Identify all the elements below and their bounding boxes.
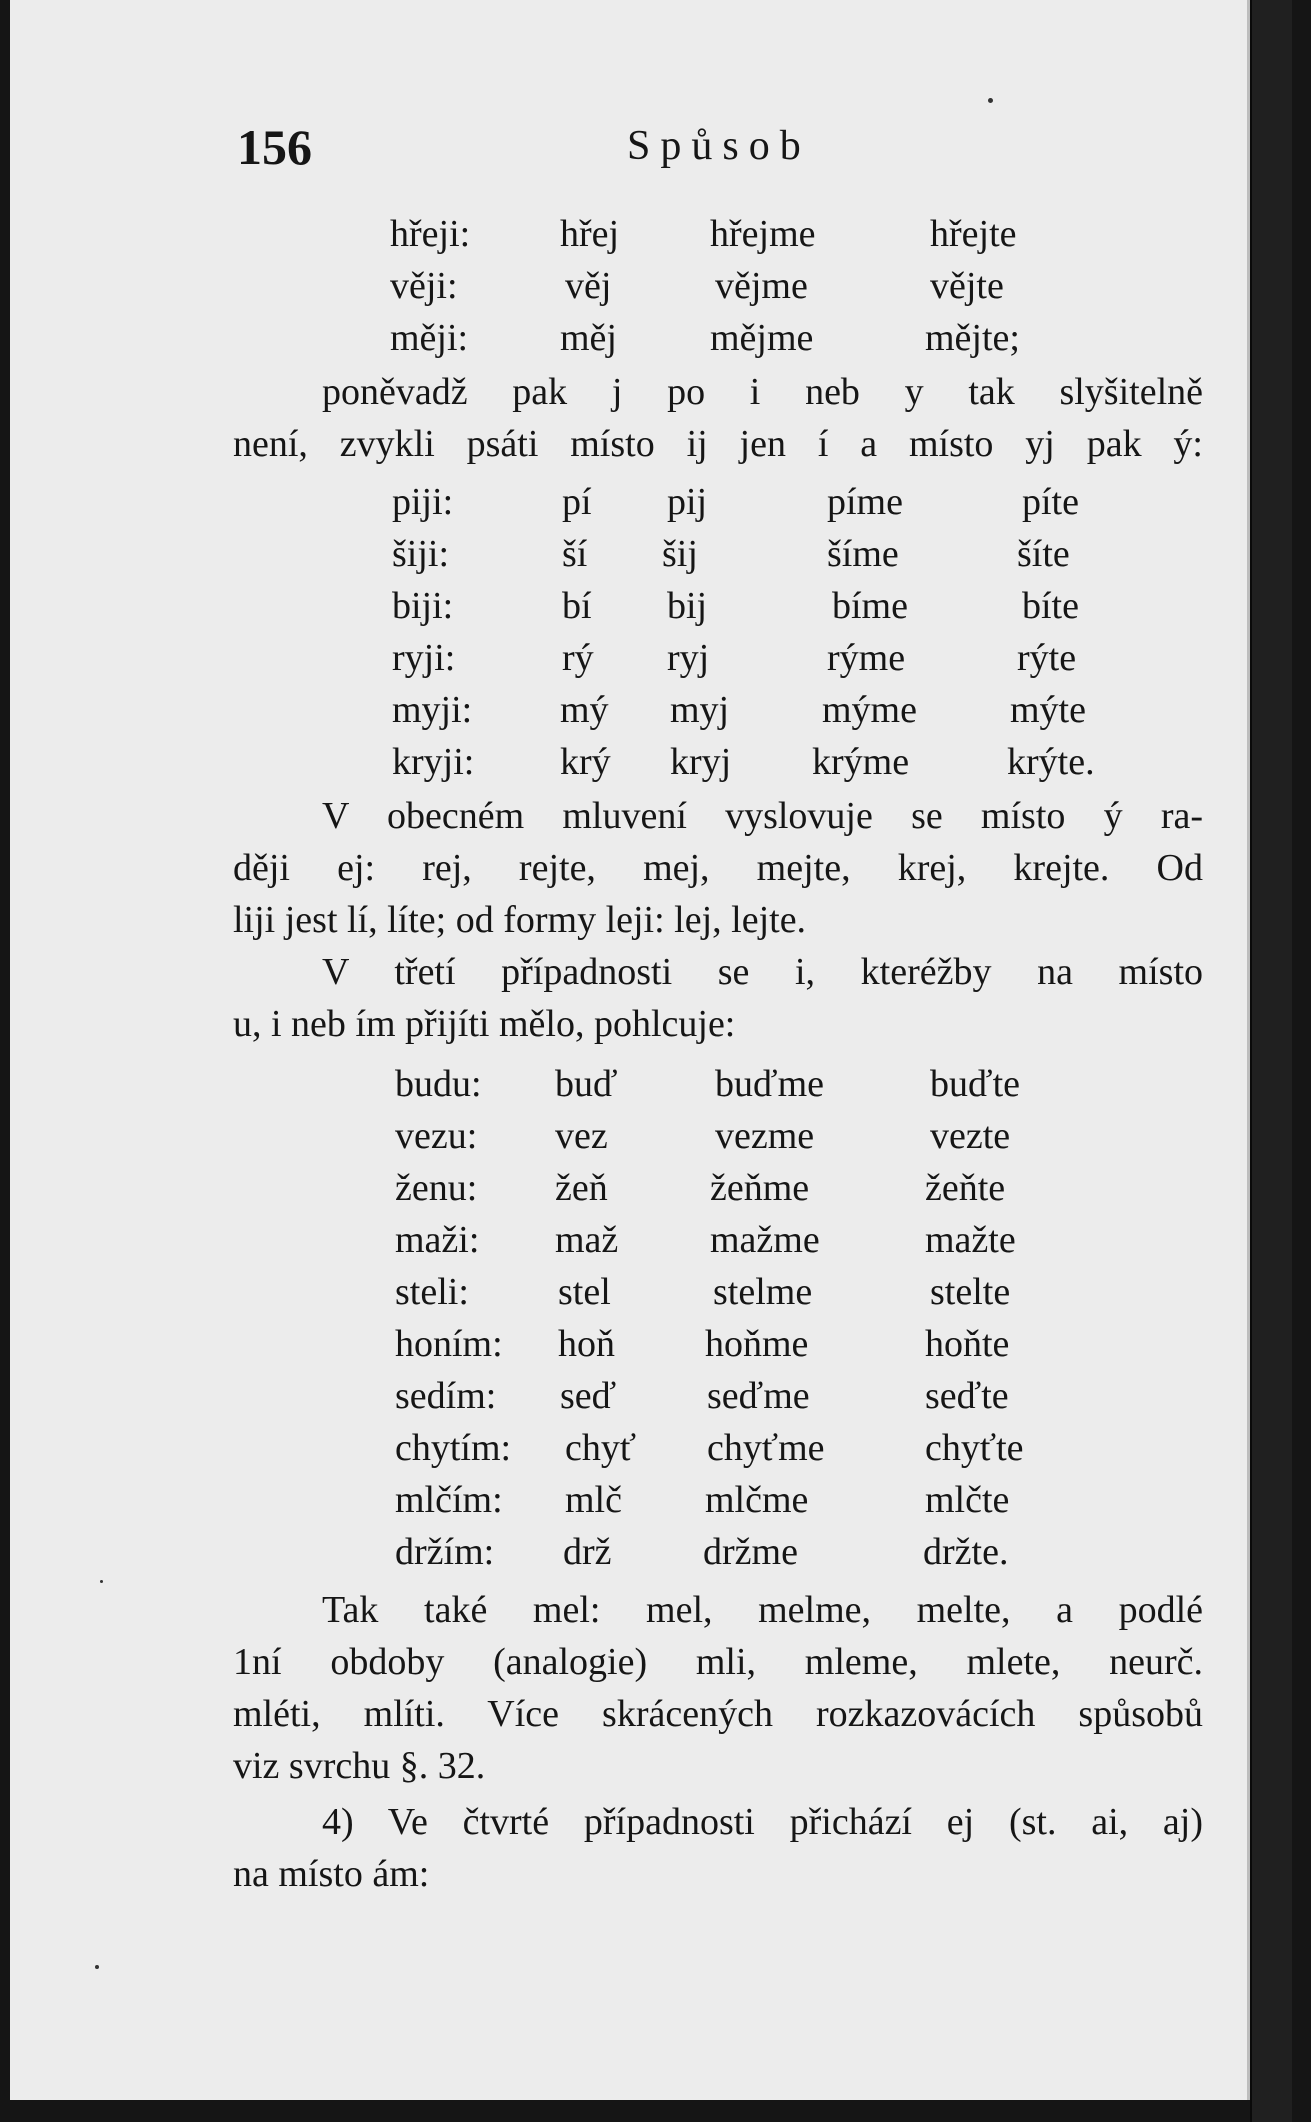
table-cell: mějte; (925, 317, 1020, 359)
conjugation-row (390, 210, 1090, 258)
text-line: mléti, mlíti. Více skrácených rozkazovácích spůsobů (233, 1693, 1203, 1735)
table-cell: hřejme (710, 213, 816, 255)
conjugation-row (392, 634, 1152, 682)
conjugation-row (395, 1164, 1095, 1212)
table-cell: hřeji: (390, 213, 471, 255)
table-cell: šíme (827, 533, 899, 575)
table-cell: vějme (715, 265, 808, 307)
text-line: liji jest lí, líte; od formy leji: lej, lejte. (233, 899, 807, 941)
text-line: na místo ám: (233, 1853, 430, 1895)
table-cell: drž (563, 1531, 612, 1573)
table-cell: držím: (395, 1531, 495, 1573)
text-line: poněvadž pak j po i neb y tak slyšitelně (322, 371, 1203, 413)
table-cell: bíte (1022, 585, 1079, 627)
table-cell: bíme (832, 585, 908, 627)
table-cell: vezu: (395, 1115, 478, 1157)
table-cell: seď (560, 1375, 617, 1417)
conjugation-row (395, 1112, 1095, 1160)
table-cell: krýme (812, 741, 910, 783)
print-speck (95, 1965, 99, 1969)
table-cell: bí (562, 585, 592, 627)
table-cell: sedím: (395, 1375, 497, 1417)
table-cell: hřej (560, 213, 620, 255)
table-cell: stelme (713, 1271, 813, 1313)
table-cell: šij (662, 533, 698, 575)
table-cell: pí (562, 481, 592, 523)
table-cell: hřejte (930, 213, 1017, 255)
table-cell: seďme (707, 1375, 810, 1417)
table-cell: mlč (565, 1479, 622, 1521)
table-cell: piji: (392, 481, 454, 523)
table-cell: měj (560, 317, 617, 359)
table-cell: ryj (667, 637, 710, 679)
text-line: 1ní obdoby (analogie) mli, mleme, mlete, neurč. (233, 1641, 1203, 1683)
conjugation-row (392, 582, 1152, 630)
table-cell: žeň (555, 1167, 608, 1209)
table-cell: buďme (715, 1063, 824, 1105)
table-cell: buď (555, 1063, 618, 1105)
text-line: u, i neb ím přijíti mělo, pohlcuje: (233, 1003, 736, 1045)
table-cell: vezte (930, 1115, 1011, 1157)
table-cell: hoň (558, 1323, 615, 1365)
table-cell: rýte (1017, 637, 1077, 679)
table-cell: držte. (923, 1531, 1009, 1573)
conjugation-row (395, 1528, 1095, 1576)
table-cell: steli: (395, 1271, 469, 1313)
table-cell: hoňme (705, 1323, 809, 1365)
table-cell: držme (703, 1531, 798, 1573)
table-cell: stel (558, 1271, 611, 1313)
table-cell: chyťte (925, 1427, 1024, 1469)
table-cell: maži: (395, 1219, 480, 1261)
table-cell: kryji: (392, 741, 475, 783)
conjugation-row (390, 314, 1090, 362)
conjugation-row (392, 738, 1152, 786)
table-cell: vějte (930, 265, 1004, 307)
conjugation-row (392, 478, 1152, 526)
table-cell: maž (555, 1219, 619, 1261)
text-line: V obecném mluvení vyslovuje se místo ý ra- (322, 795, 1203, 837)
text-line: V třetí případnosti se i, kteréžby na místo (322, 951, 1203, 993)
table-cell: ší (562, 533, 588, 575)
table-cell: šíte (1017, 533, 1070, 575)
table-cell: seďte (925, 1375, 1009, 1417)
conjugation-row (392, 686, 1152, 734)
table-cell: pij (667, 481, 708, 523)
table-cell: stelte (930, 1271, 1011, 1313)
table-cell: krýte. (1007, 741, 1095, 783)
table-cell: měji: (390, 317, 469, 359)
print-speck (988, 98, 993, 103)
table-cell: hoňte (925, 1323, 1010, 1365)
conjugation-row (395, 1424, 1095, 1472)
table-cell: biji: (392, 585, 454, 627)
table-cell: buďte (930, 1063, 1020, 1105)
table-cell: žeňme (710, 1167, 810, 1209)
text-line: viz svrchu §. 32. (233, 1745, 486, 1787)
conjugation-row (395, 1320, 1095, 1368)
table-cell: šiji: (392, 533, 450, 575)
text-line: ději ej: rej, rejte, mej, mejte, krej, krejte. Od (233, 847, 1203, 889)
table-cell: věji: (390, 265, 458, 307)
table-cell: honím: (395, 1323, 503, 1365)
table-cell: chyťme (707, 1427, 825, 1469)
table-cell: chytím: (395, 1427, 512, 1469)
page-header (237, 118, 1237, 178)
table-cell: krý (560, 741, 611, 783)
conjugation-row (395, 1216, 1095, 1264)
table-cell: vezme (715, 1115, 815, 1157)
text-line: není, zvykli psáti místo ij jen í a místo yj pak ý: (233, 423, 1203, 465)
table-cell: ženu: (395, 1167, 478, 1209)
print-speck (100, 1580, 103, 1583)
table-cell: kryj (670, 741, 732, 783)
table-cell: mý (560, 689, 609, 731)
conjugation-row (395, 1476, 1095, 1524)
table-cell: mýme (822, 689, 917, 731)
table-cell: vez (555, 1115, 608, 1157)
table-cell: věj (565, 265, 612, 307)
table-cell: budu: (395, 1063, 482, 1105)
conjugation-row (395, 1268, 1095, 1316)
table-cell: chyť (565, 1427, 637, 1469)
table-cell: rýme (827, 637, 906, 679)
running-title: Spůsob (627, 123, 811, 169)
text-line: Tak také mel: mel, melme, melte, a podlé (322, 1589, 1203, 1631)
text-line: 4) Ve čtvrté případnosti přichází ej (st. ai, aj) (322, 1801, 1203, 1843)
table-cell: píme (827, 481, 903, 523)
table-cell: mlčím: (395, 1479, 503, 1521)
conjugation-row (392, 530, 1152, 578)
table-cell: žeňte (925, 1167, 1006, 1209)
table-cell: mějme (710, 317, 814, 359)
table-cell: mýte (1010, 689, 1086, 731)
table-cell: bij (667, 585, 708, 627)
conjugation-row (390, 262, 1090, 310)
table-cell: rý (562, 637, 594, 679)
page-number: 156 (237, 119, 312, 175)
page-gutter (1250, 0, 1292, 2122)
conjugation-row (395, 1372, 1095, 1420)
table-cell: píte (1022, 481, 1079, 523)
table-cell: mlčme (705, 1479, 809, 1521)
table-cell: mažme (710, 1219, 820, 1261)
table-cell: ryji: (392, 637, 456, 679)
conjugation-row (395, 1060, 1095, 1108)
table-cell: myji: (392, 689, 473, 731)
table-cell: mlčte (925, 1479, 1010, 1521)
table-cell: mažte (925, 1219, 1016, 1261)
table-cell: myj (670, 689, 730, 731)
